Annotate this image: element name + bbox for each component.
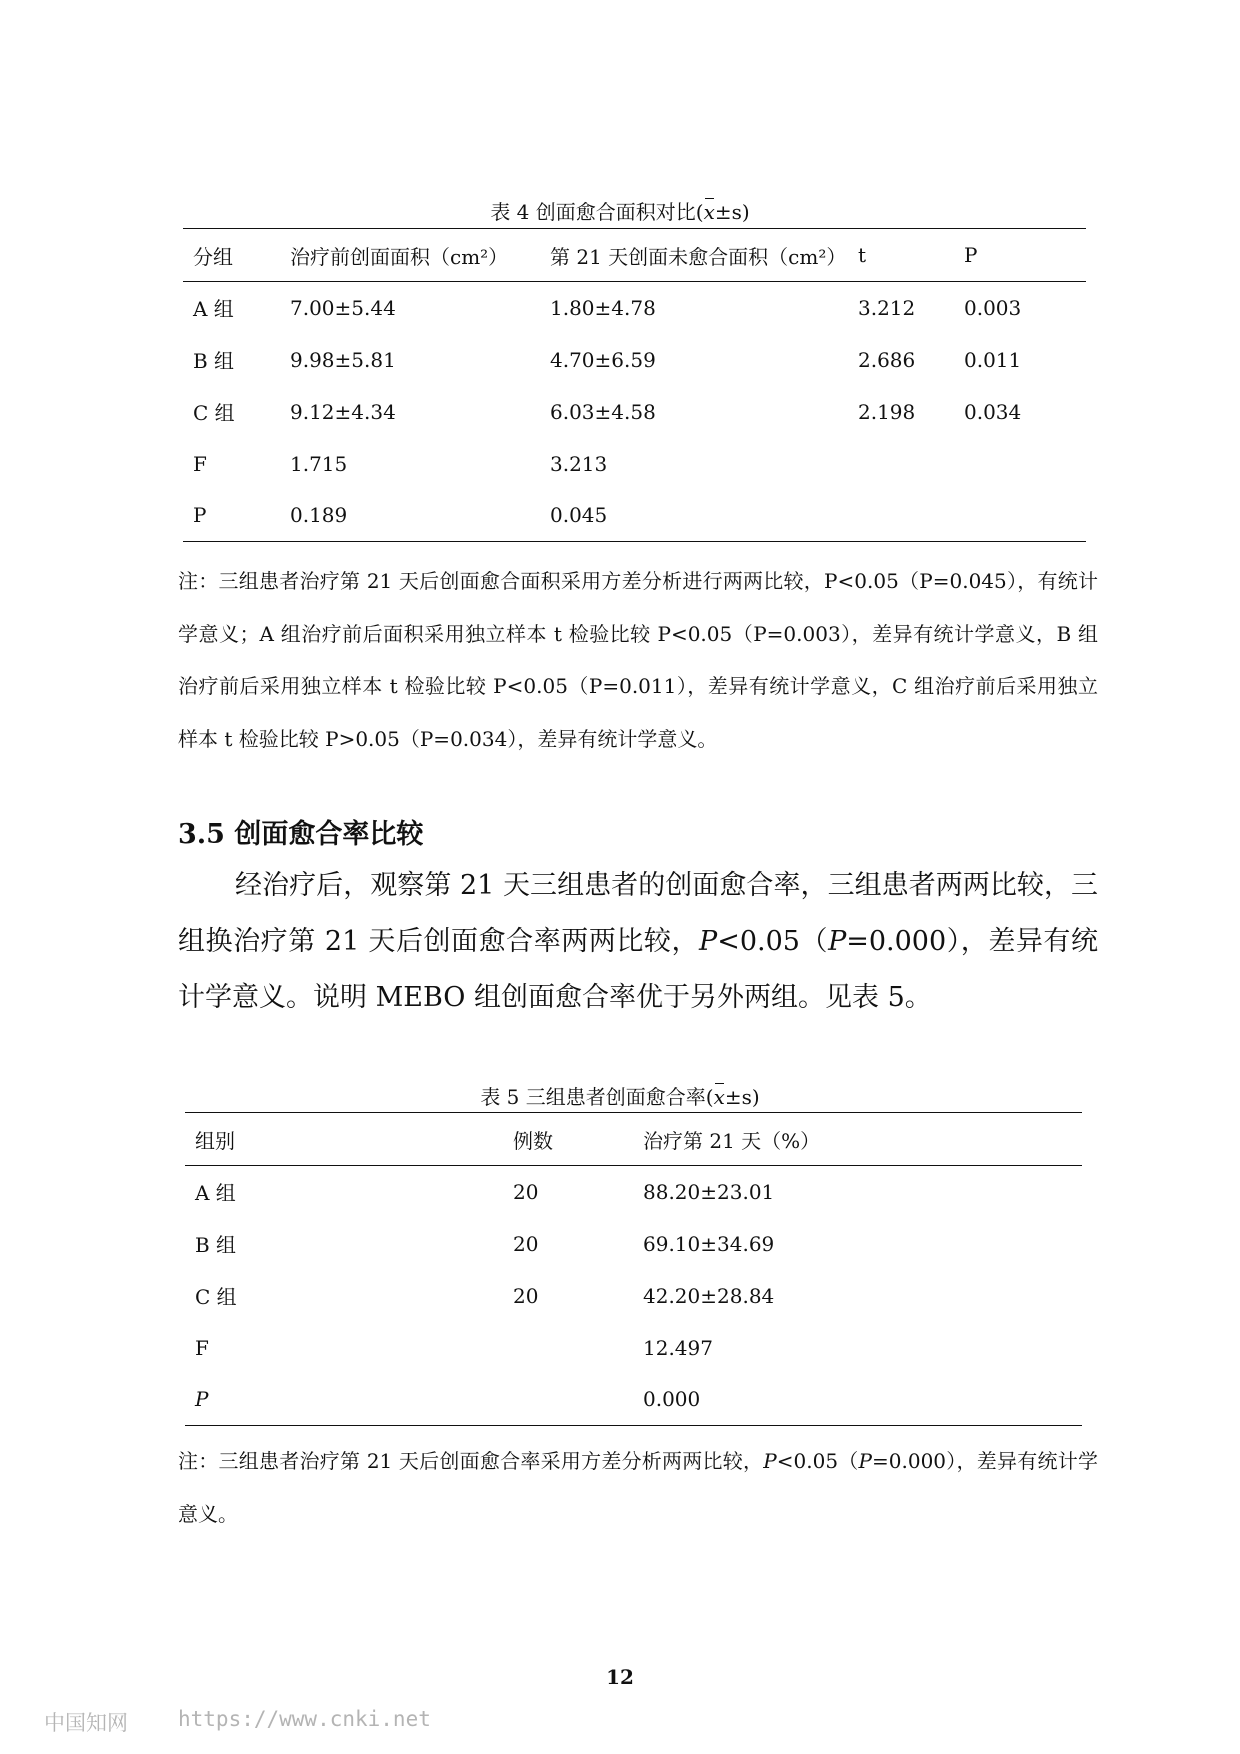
table4-note: 注：三组患者治疗第 21 天后创面愈合面积采用方差分析进行两两比较，P<0.05（P=0.045），有统计学意义；A 组治疗前后面积采用独立样本 t 检验比较 P<0.05（P=0.003），差异有统计学意义，B 组治疗前后采用独立样本 t 检验比较 P<0.05（P=0.011），差异有统计学意义，C 组治疗前后采用独立样本 t 检验比较 P>0.05（P=0.034），差异有统计学意义。 [178,569,1098,751]
cnki-url-link[interactable]: https://www.cnki.net [178,1707,431,1731]
table-cell: 12.497 [643,1335,713,1360]
note-p-var: P [858,1449,873,1473]
table5-header-cell: 例数 [503,1113,633,1166]
section-heading: 3.5 创面愈合率比较 [178,819,424,850]
table-cell: A 组 [195,1181,236,1206]
table-row [185,1166,1082,1218]
table-cell: 7.00±5.44 [290,295,396,320]
table-row [183,438,1086,490]
table4-header-cell: 分组 [183,229,280,282]
note-text: 注：三组患者治疗第 21 天后创面愈合率采用方差分析两两比较， [178,1449,764,1473]
table-cell: A 组 [193,297,234,322]
table-row [183,334,1086,386]
table-cell: B 组 [195,1233,237,1257]
table-cell: C 组 [195,1285,237,1309]
table5-caption-prefix: 表 5 三组患者创面愈合率( [480,1085,714,1109]
table-cell: F [195,1335,209,1360]
table4 [183,228,1086,542]
table4-caption [0,196,1240,225]
table-cell: P [183,490,280,542]
table4-header-cell: P [954,229,1086,282]
table-cell: 1.715 [290,451,348,476]
table-row [185,1218,1082,1270]
paragraph-p-var: P [828,926,847,957]
table-cell: B 组 [193,349,235,373]
note-text: =0.000），差异有统计学意义。 [178,1449,1098,1526]
table-cell: P [185,1374,503,1426]
table-cell: 3.213 [550,451,608,476]
paragraph-text: 经治疗后，观察第 21 天三组患者的创面愈合率，三组患者两两比较，三组换治疗第 21 天后创面愈合率两两比较， [178,870,1098,957]
note-p-var: P [763,1449,777,1473]
table-cell: 2.686 [858,347,916,372]
table-cell: 20 [513,1283,539,1308]
table-cell: 0.000 [633,1374,1082,1426]
table4-header-cell: 第 21 天创面未愈合面积（cm²） [540,229,848,282]
table5 [185,1112,1082,1426]
table-cell: 1.80±4.78 [550,295,656,320]
table-cell: 88.20±23.01 [643,1179,775,1204]
table4-caption-suffix: ±s) [714,200,750,224]
table-cell: 0.045 [540,490,848,542]
table-cell: F [193,451,207,476]
table-cell: 69.10±34.69 [643,1231,775,1256]
table5-caption [0,1081,1240,1110]
table4-header-cell: t [848,229,954,282]
table-cell: 20 [513,1179,539,1204]
paragraph-text: <0.05（ [717,926,829,957]
table-row [183,490,1086,542]
paragraph-p-var: P [699,926,718,957]
table-row [183,282,1086,334]
table-cell: 0.003 [964,295,1022,320]
table-row [185,1374,1082,1426]
table5-caption-xbar: x [713,1085,725,1109]
table-row [185,1322,1082,1374]
paragraph-text: =0.000），差异有统计学意义。说明 MEBO 组创面愈合率优于另外两组。见表 5。 [178,926,1098,1013]
table-cell: 9.12±4.34 [290,399,396,424]
table4-caption-xbar: x [703,200,715,224]
section-paragraph [178,858,1098,1026]
table-cell: 0.189 [280,490,540,542]
table-cell: C 组 [193,401,235,425]
table-cell: 9.98±5.81 [290,347,396,372]
cnki-logo: 中国知网 [44,1711,128,1735]
table-cell: 0.011 [964,347,1022,372]
note-text: <0.05（ [776,1449,859,1473]
table-cell: 4.70±6.59 [550,347,656,372]
table5-header-row [185,1113,1082,1166]
table-cell [503,1374,633,1426]
table5-header-cell: 组别 [185,1113,503,1166]
table4-header-row [183,229,1086,282]
table-cell: 42.20±28.84 [643,1283,775,1308]
table-cell: 20 [513,1231,539,1256]
table4-header-cell: 治疗前创面面积（cm²） [280,229,540,282]
table-cell: 3.212 [858,295,916,320]
table5-caption-suffix: ±s) [724,1085,760,1109]
table-cell: 0.034 [964,399,1022,424]
table-cell [848,490,954,542]
table-cell [954,490,1086,542]
table-cell: 6.03±4.58 [550,399,656,424]
table-cell [503,1322,633,1374]
page-number: 12 [606,1665,634,1689]
table-cell [954,438,1086,490]
table-cell [848,438,954,490]
table-row [183,386,1086,438]
table5-note [178,1435,1098,1540]
table5-header-cell: 治疗第 21 天（%） [633,1113,1082,1166]
table4-caption-prefix: 表 4 创面愈合面积对比( [490,200,704,224]
table-cell: 2.198 [858,399,916,424]
table-row [185,1270,1082,1322]
